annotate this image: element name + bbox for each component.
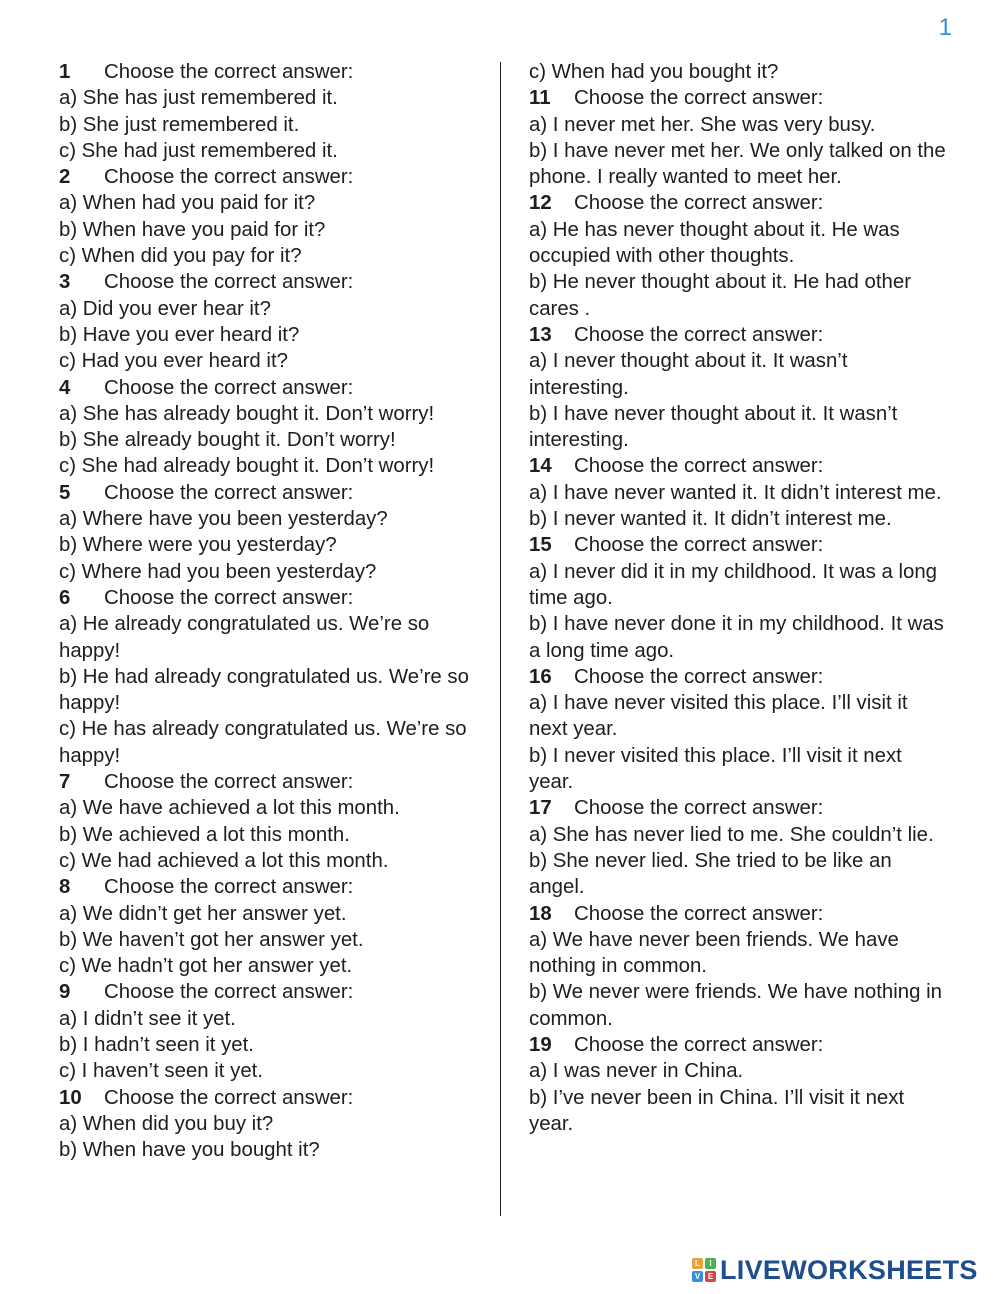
question-prompt: Choose the correct answer: <box>104 61 354 83</box>
answer-option[interactable]: a) When did you buy it? <box>59 1112 274 1135</box>
question-prompt: Choose the correct answer: <box>574 902 824 925</box>
right-column <box>529 59 949 1137</box>
answer-option[interactable]: a) We didn’t get her answer yet. <box>59 902 347 925</box>
answer-option[interactable]: a) She has never lied to me. She couldn’t lie. <box>529 823 934 846</box>
answer-option[interactable]: a) She has just remembered it. <box>59 87 338 110</box>
question-number: 17 <box>529 797 552 820</box>
question-number: 16 <box>529 665 552 688</box>
answer-option[interactable]: a) Did you ever hear it? <box>59 297 271 320</box>
logo-icon-tile: I <box>705 1258 716 1269</box>
question-number: 12 <box>529 192 552 215</box>
question-number: 1 <box>59 61 71 83</box>
answer-option[interactable]: c) When did you pay for it? <box>59 245 302 268</box>
answer-option[interactable]: a) I never met her. She was very busy. <box>529 113 876 136</box>
answer-option[interactable]: b) He had already congratulated us. We’re so happy! <box>59 665 469 715</box>
question-number: 6 <box>59 586 71 609</box>
question-heading <box>59 480 489 506</box>
question-prompt: Choose the correct answer: <box>574 87 824 110</box>
answer-option[interactable]: a) She has already bought it. Don’t worry! <box>59 402 435 425</box>
answer-option[interactable]: c) She had already bought it. Don’t worry! <box>59 455 435 478</box>
answer-option[interactable]: b) She already bought it. Don’t worry! <box>59 429 396 452</box>
answer-option[interactable]: c) Where had you been yesterday? <box>59 560 377 583</box>
answer-option[interactable]: b) He never thought about it. He had other cares . <box>529 271 912 320</box>
question-number: 8 <box>59 876 71 899</box>
question-number: 18 <box>529 902 552 925</box>
question-heading <box>59 164 489 190</box>
answer-option[interactable]: c) She had just remembered it. <box>59 139 338 162</box>
answer-option[interactable]: a) We have achieved a lot this month. <box>59 797 400 820</box>
question-prompt: Choose the correct answer: <box>104 586 354 609</box>
question-prompt: Choose the correct answer: <box>104 771 354 794</box>
answer-option[interactable]: c) Had you ever heard it? <box>59 350 288 373</box>
answer-option[interactable]: c) When had you bought it? <box>529 61 779 83</box>
answer-option[interactable]: c) He has already congratulated us. We’re so happy! <box>59 718 467 767</box>
answer-option[interactable]: a) We have never been friends. We have nothing in common. <box>529 928 899 978</box>
question-heading <box>59 585 489 611</box>
answer-option[interactable]: b) I’ve never been in China. I’ll visit it next year. <box>529 1086 905 1135</box>
question-number: 19 <box>529 1033 552 1056</box>
answer-option[interactable]: b) When have you bought it? <box>59 1139 320 1162</box>
question-prompt: Choose the correct answer: <box>574 1033 824 1056</box>
question-number: 4 <box>59 376 71 399</box>
question-heading <box>529 795 949 821</box>
answer-option[interactable]: c) I haven’t seen it yet. <box>59 1060 264 1083</box>
question-heading <box>59 375 489 401</box>
question-prompt: Choose the correct answer: <box>104 166 354 189</box>
answer-option[interactable]: b) I never visited this place. I’ll visit it next year. <box>529 744 902 794</box>
question-heading <box>529 532 949 558</box>
answer-option[interactable]: a) I never thought about it. It wasn’t interesting. <box>529 350 848 399</box>
liveworksheets-logo-icon <box>692 1258 716 1282</box>
answer-option[interactable]: b) She never lied. She tried to be like an angel. <box>529 849 892 899</box>
liveworksheets-logo <box>692 1254 978 1286</box>
question-prompt: Choose the correct answer: <box>104 271 354 294</box>
question-prompt: Choose the correct answer: <box>104 481 354 504</box>
question-prompt: Choose the correct answer: <box>574 665 824 688</box>
question-prompt: Choose the correct answer: <box>574 797 824 820</box>
answer-option[interactable]: a) I never did it in my childhood. It was a long time ago. <box>529 560 938 609</box>
question-heading <box>529 190 949 216</box>
question-number: 5 <box>59 481 71 504</box>
question-prompt: Choose the correct answer: <box>574 455 824 478</box>
question-number: 15 <box>529 534 552 557</box>
answer-option[interactable]: b) I hadn’t seen it yet. <box>59 1033 254 1056</box>
question-heading <box>59 979 489 1005</box>
question-heading <box>59 1085 489 1111</box>
answer-option[interactable]: a) Where have you been yesterday? <box>59 508 388 531</box>
question-prompt: Choose the correct answer: <box>104 1086 354 1109</box>
question-number: 13 <box>529 323 552 346</box>
answer-option[interactable]: a) I was never in China. <box>529 1060 744 1083</box>
question-prompt: Choose the correct answer: <box>574 192 824 215</box>
answer-option[interactable]: a) When had you paid for it? <box>59 192 316 215</box>
question-prompt: Choose the correct answer: <box>574 323 824 346</box>
answer-option[interactable]: a) He already congratulated us. We’re so happy! <box>59 613 430 662</box>
answer-option[interactable]: c) We had achieved a lot this month. <box>59 849 389 872</box>
question-number: 9 <box>59 981 71 1004</box>
question-number: 3 <box>59 271 71 294</box>
answer-option[interactable]: b) We never were friends. We have nothing in common. <box>529 981 942 1030</box>
logo-icon-tile: L <box>692 1258 703 1269</box>
answer-option[interactable]: b) Where were you yesterday? <box>59 534 337 557</box>
question-heading <box>59 269 489 295</box>
question-prompt: Choose the correct answer: <box>104 981 354 1004</box>
answer-option[interactable]: b) I have never done it in my childhood. It was a long time ago. <box>529 613 944 662</box>
question-heading <box>59 59 489 85</box>
question-heading <box>529 1032 949 1058</box>
answer-option[interactable]: b) Have you ever heard it? <box>59 323 300 346</box>
question-heading <box>59 769 489 795</box>
answer-option[interactable]: b) When have you paid for it? <box>59 218 326 241</box>
question-number: 2 <box>59 166 71 189</box>
column-divider <box>500 62 501 1216</box>
answer-option[interactable]: a) He has never thought about it. He was occupied with other thoughts. <box>529 218 900 268</box>
answer-option[interactable]: b) I have never thought about it. It wasn’t interesting. <box>529 402 898 452</box>
answer-option[interactable]: b) I never wanted it. It didn’t interest me. <box>529 508 892 531</box>
question-number: 10 <box>59 1086 82 1109</box>
question-prompt: Choose the correct answer: <box>104 876 354 899</box>
answer-option[interactable]: b) I have never met her. We only talked on the phone. I really wanted to meet her. <box>529 139 946 189</box>
question-number: 7 <box>59 771 71 794</box>
logo-icon-tile: E <box>705 1271 716 1282</box>
question-heading <box>529 664 949 690</box>
left-column <box>59 59 489 1163</box>
answer-option[interactable]: a) I didn’t see it yet. <box>59 1007 236 1030</box>
question-heading <box>529 322 949 348</box>
question-number: 14 <box>529 455 552 478</box>
answer-option[interactable]: b) We haven’t got her answer yet. <box>59 928 364 951</box>
logo-icon-tile: V <box>692 1271 703 1282</box>
question-heading <box>59 874 489 900</box>
question-heading <box>529 85 949 111</box>
answer-option[interactable]: b) We achieved a lot this month. <box>59 823 350 846</box>
question-number: 11 <box>529 87 551 110</box>
answer-option[interactable]: c) We hadn’t got her answer yet. <box>59 955 353 978</box>
question-prompt: Choose the correct answer: <box>104 376 354 399</box>
logo-text: LIVEWORKSHEETS <box>720 1254 978 1285</box>
page-number: 1 <box>938 14 952 41</box>
question-heading <box>529 901 949 927</box>
answer-option[interactable]: a) I have never wanted it. It didn’t interest me. <box>529 481 942 504</box>
question-heading <box>529 453 949 479</box>
answer-option[interactable]: a) I have never visited this place. I’ll visit it next year. <box>529 692 908 741</box>
question-prompt: Choose the correct answer: <box>574 534 824 557</box>
answer-option[interactable]: b) She just remembered it. <box>59 113 300 136</box>
